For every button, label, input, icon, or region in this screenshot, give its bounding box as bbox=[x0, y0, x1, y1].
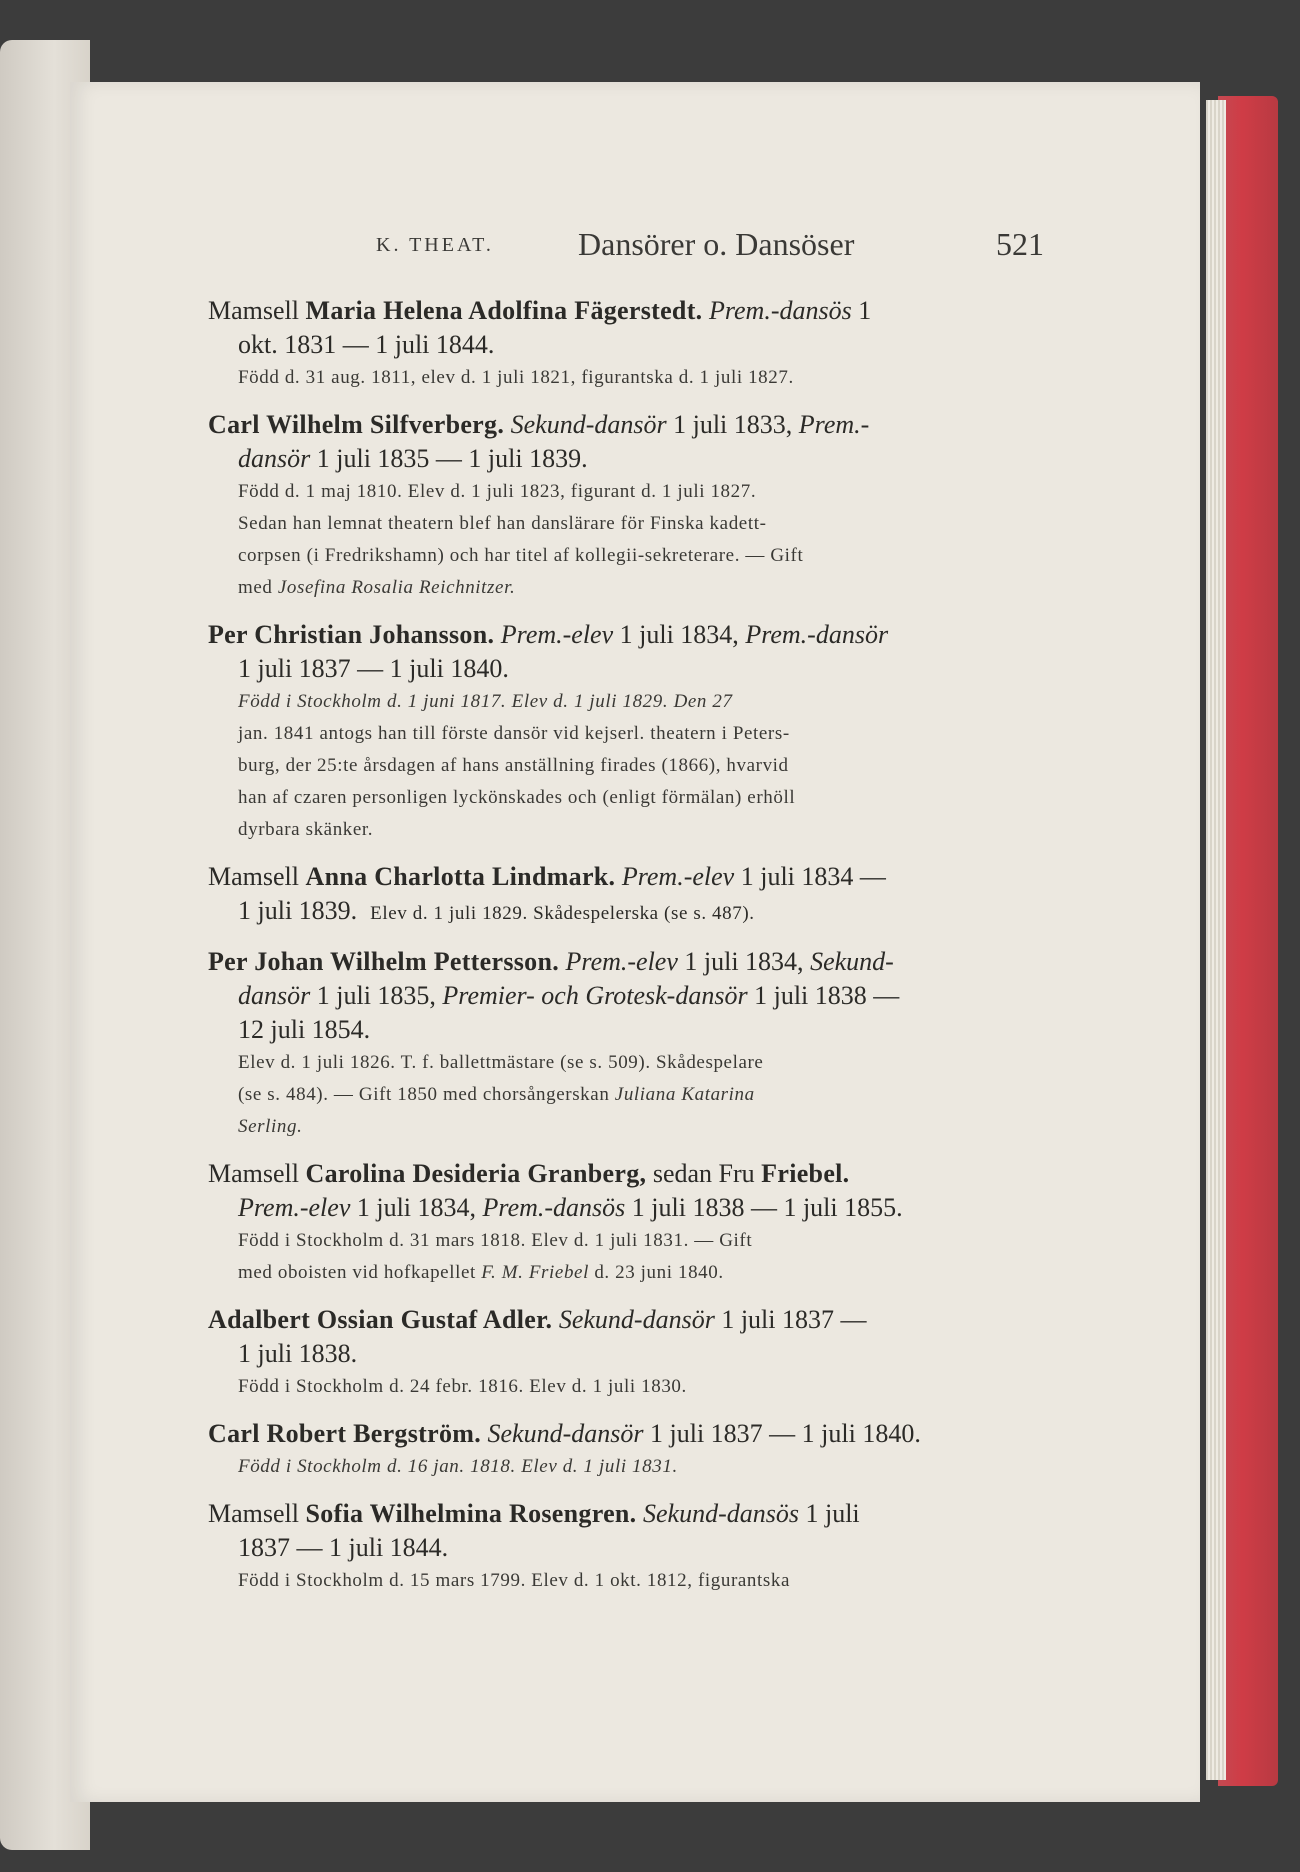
entry-name: Per Christian Johansson. bbox=[208, 620, 495, 649]
entry-continuation: 1837 — 1 juli 1844. bbox=[238, 1533, 449, 1562]
entry-heading bbox=[208, 1157, 1072, 1191]
note-spouse-cont: Serling. bbox=[238, 1116, 303, 1137]
entry-dates: 1 bbox=[851, 296, 872, 325]
entry-note bbox=[208, 1451, 1072, 1483]
entry-continuation: okt. 1831 — 1 juli 1844. bbox=[238, 330, 495, 359]
entry-heading bbox=[208, 1497, 1072, 1531]
entry-name: Anna Charlotta Lindmark. bbox=[305, 862, 616, 891]
entry-heading bbox=[208, 1303, 1072, 1337]
entry-note: Född d. 1 maj 1810. Elev d. 1 juli 1823, figurant d. 1 juli 1827. bbox=[238, 481, 757, 502]
entry-lindmark bbox=[208, 860, 1072, 931]
entry-role: Prem.-dansös bbox=[708, 296, 852, 325]
header-left: K. THEAT. bbox=[376, 234, 494, 256]
entry-dates-cont: 1 juli 1839. bbox=[238, 896, 358, 925]
entry-dates: 1 juli 1833, bbox=[666, 410, 799, 439]
entry-dates-cont: 1 juli 1834, bbox=[350, 1193, 483, 1222]
entry-note bbox=[208, 1257, 1072, 1289]
note-prefix: med bbox=[238, 577, 278, 598]
entry-dates: 1 juli 1834 — bbox=[734, 862, 886, 891]
note-italic: Född i Stockholm d. 1 juni 1817. Elev d. 1 juli 1829. Den 27 bbox=[238, 691, 733, 712]
entry-note: Sedan han lemnat theatern blef han danslärare för Finska kadett- bbox=[238, 513, 767, 534]
entry-role: Sekund-dansör bbox=[558, 1305, 715, 1334]
entry-dates-cont: 1 juli 1835 — 1 juli 1839. bbox=[310, 444, 588, 473]
entry-dates: 1 juli 1834, bbox=[613, 620, 746, 649]
entry-prefix: Mamsell bbox=[208, 862, 306, 891]
entry-fagerstedt bbox=[208, 294, 1072, 394]
entry-heading bbox=[208, 294, 1072, 328]
entry-dates: 1 juli 1834, bbox=[677, 947, 811, 976]
entry-note: Född i Stockholm d. 24 febr. 1816. Elev d. 1 juli 1830. bbox=[238, 1376, 687, 1397]
entry-role-2: Sekund- bbox=[810, 947, 894, 976]
entry-name: Maria Helena Adolfina Fägerstedt. bbox=[305, 296, 703, 325]
running-header bbox=[208, 226, 1072, 280]
entry-role: Sekund-dansör bbox=[487, 1419, 644, 1448]
entry-heading bbox=[208, 1417, 1072, 1451]
note-tail: d. 23 juni 1840. bbox=[588, 1262, 724, 1283]
entry-dates-cont-2: 1 juli 1838 — 1 juli 1855. bbox=[625, 1193, 903, 1222]
entry-note bbox=[208, 572, 1072, 604]
page-stack-edges bbox=[1206, 100, 1226, 1780]
entry-note: jan. 1841 antogs han till förste dansör vid kejserl. theatern i Peters- bbox=[238, 723, 790, 744]
page-content bbox=[208, 222, 1072, 1597]
note-spouse: Josefina Rosalia Reichnitzer. bbox=[277, 577, 516, 598]
entry-dates: sedan Fru bbox=[646, 1159, 762, 1188]
entry-note: Född i Stockholm d. 31 mars 1818. Elev d. 1 juli 1831. — Gift bbox=[238, 1230, 753, 1251]
entry-name: Sofia Wilhelmina Rosengren. bbox=[305, 1499, 637, 1528]
entry-rosengren bbox=[208, 1497, 1072, 1597]
entry-role: Prem.-elev bbox=[621, 862, 735, 891]
entry-role: Prem.-elev bbox=[500, 620, 614, 649]
entry-dates-cont-2: 1 juli 1838 — bbox=[747, 981, 900, 1010]
entry-dates: 1 juli 1837 — 1 juli 1840. bbox=[643, 1419, 921, 1448]
entry-name: Carolina Desideria Granberg, bbox=[305, 1159, 647, 1188]
entry-name: Per Johan Wilhelm Pettersson. bbox=[208, 947, 560, 976]
entry-continuation-2: 12 juli 1854. bbox=[238, 1015, 371, 1044]
entry-note: Född i Stockholm d. 15 mars 1799. Elev d. 1 okt. 1812, figurantska bbox=[238, 1570, 791, 1591]
entry-note: han af czaren personligen lyckönskades och (enligt förmälan) erhöll bbox=[238, 787, 796, 808]
entry-name: Carl Robert Bergström. bbox=[208, 1419, 482, 1448]
entry-johansson bbox=[208, 618, 1072, 846]
entry-name: Adalbert Ossian Gustaf Adler. bbox=[208, 1305, 553, 1334]
entry-prefix: Mamsell bbox=[208, 1499, 306, 1528]
entry-prefix: Mamsell bbox=[208, 296, 306, 325]
entry-heading bbox=[208, 945, 1072, 979]
entry-role: Prem.-elev bbox=[565, 947, 678, 976]
entry-note: dyrbara skänker. bbox=[238, 819, 374, 840]
entry-role: Sekund-dansös bbox=[642, 1499, 799, 1528]
entry-note bbox=[208, 686, 1072, 718]
entry-granberg bbox=[208, 1157, 1072, 1289]
entry-dates: 1 juli 1837 — bbox=[714, 1305, 867, 1334]
entry-role-cont: dansör bbox=[238, 444, 311, 473]
entry-continuation bbox=[208, 1191, 1072, 1225]
entry-heading bbox=[208, 860, 1072, 894]
entry-continuation bbox=[208, 894, 1072, 931]
entry-role-2: Prem.-dansör bbox=[745, 620, 889, 649]
entry-continuation bbox=[208, 979, 1072, 1013]
entry-prefix: Mamsell bbox=[208, 1159, 306, 1188]
entry-note: corpsen (i Fredrikshamn) och har titel af kollegii-sekreterare. — Gift bbox=[238, 545, 804, 566]
entry-note bbox=[208, 1079, 1072, 1111]
note-italic: Född i Stockholm d. 16 jan. 1818. Elev d. 1 juli 1831. bbox=[238, 1456, 678, 1477]
header-title: Dansörer o. Dansöser bbox=[578, 226, 855, 262]
book-cover-edge bbox=[1218, 96, 1278, 1786]
note-spouse: F. M. Friebel bbox=[481, 1262, 589, 1283]
page-number: 521 bbox=[996, 226, 1044, 262]
entry-role-cont: Prem.-elev bbox=[238, 1193, 351, 1222]
book-page bbox=[70, 82, 1200, 1802]
entry-silfverberg bbox=[208, 408, 1072, 604]
entry-name: Carl Wilhelm Silfverberg. bbox=[208, 410, 505, 439]
entry-bergstrom bbox=[208, 1417, 1072, 1483]
entry-note: burg, der 25:te årsdagen af hans anställning firades (1866), hvarvid bbox=[238, 755, 789, 776]
entry-continuation bbox=[208, 442, 1072, 476]
entry-inline-note: Elev d. 1 juli 1829. Skådespelerska (se s. 487). bbox=[370, 903, 755, 924]
entry-role-cont-2: Prem.-dansös bbox=[482, 1193, 626, 1222]
entry-pettersson bbox=[208, 945, 1072, 1143]
entry-dates-cont: 1 juli 1835, bbox=[310, 981, 443, 1010]
entry-continuation: 1 juli 1838. bbox=[238, 1339, 358, 1368]
entry-heading bbox=[208, 618, 1072, 652]
entry-role-cont-2: Premier- och Grotesk-dansör bbox=[442, 981, 748, 1010]
entry-dates: 1 juli bbox=[798, 1499, 860, 1528]
entry-role: Sekund-dansör bbox=[510, 410, 667, 439]
note-spouse: Juliana Katarina bbox=[614, 1084, 755, 1105]
note-prefix: med oboisten vid hofkapellet bbox=[238, 1262, 482, 1283]
entry-heading bbox=[208, 408, 1072, 442]
entry-note bbox=[208, 1111, 1072, 1143]
entry-continuation: 1 juli 1837 — 1 juli 1840. bbox=[238, 654, 509, 683]
entry-married-name: Friebel. bbox=[761, 1159, 850, 1188]
entry-role-2: Prem.- bbox=[798, 410, 870, 439]
entry-role-cont: dansör bbox=[238, 981, 311, 1010]
entry-adler bbox=[208, 1303, 1072, 1403]
entry-note: Född d. 31 aug. 1811, elev d. 1 juli 1821, figurantska d. 1 juli 1827. bbox=[238, 367, 794, 388]
note-prefix: (se s. 484). — Gift 1850 med chorsångerskan bbox=[238, 1084, 615, 1105]
entry-note: Elev d. 1 juli 1826. T. f. ballettmästare (se s. 509). Skådespelare bbox=[238, 1052, 764, 1073]
